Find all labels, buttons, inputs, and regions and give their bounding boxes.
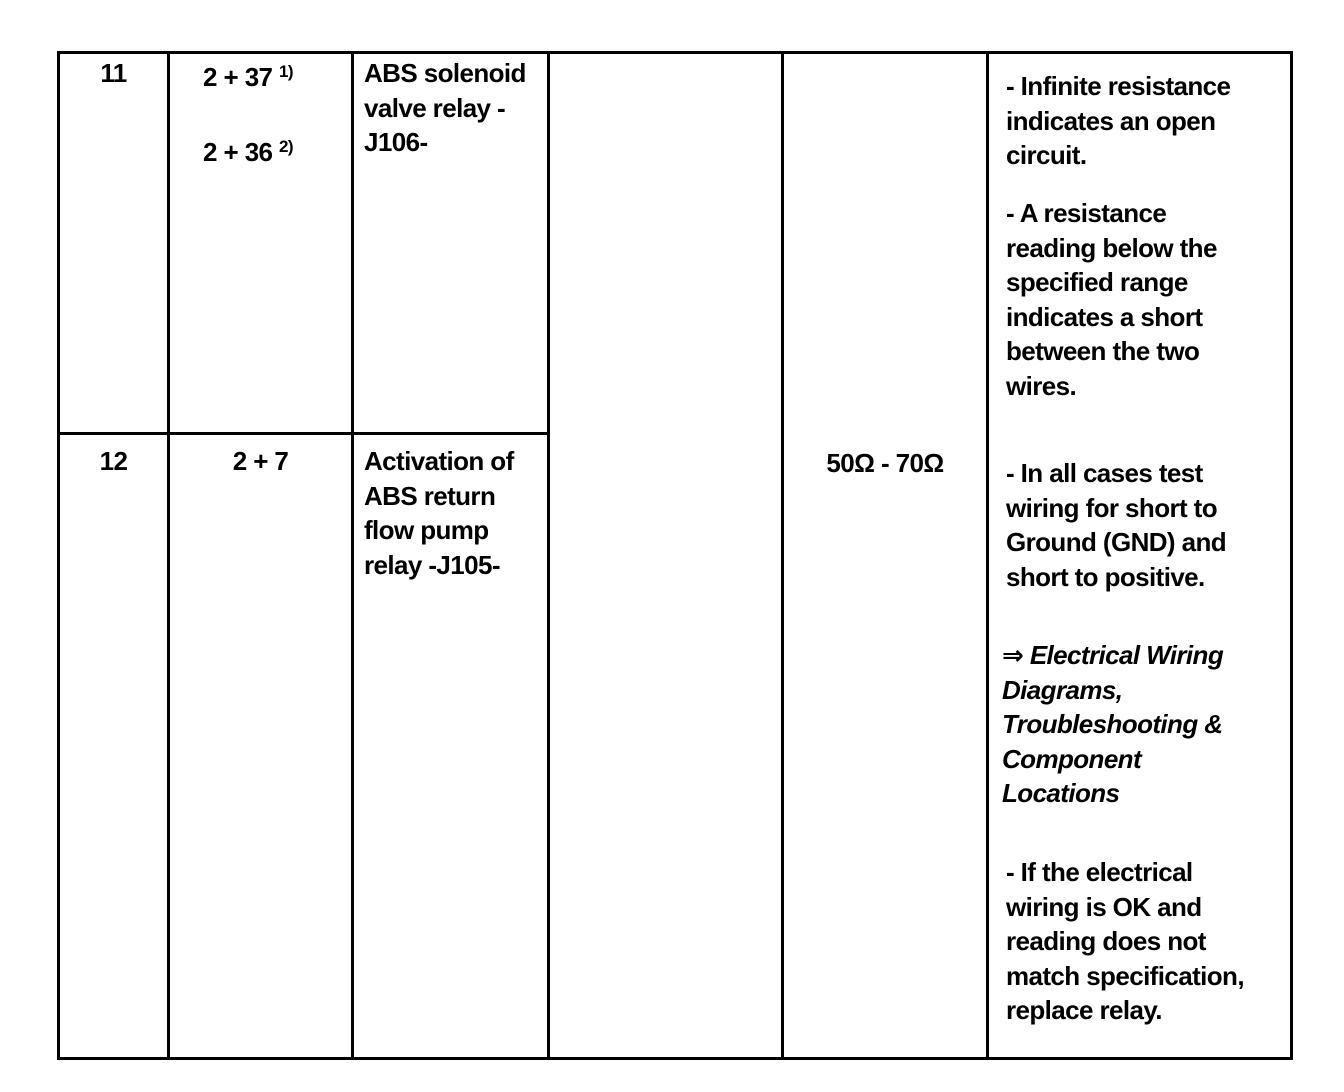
remark-line: circuit. bbox=[1006, 140, 1087, 170]
column-divider-1 bbox=[167, 51, 170, 1060]
component-line: Activation of bbox=[364, 446, 514, 476]
specified-value: 50Ω - 70Ω bbox=[826, 448, 944, 478]
row-12-component bbox=[364, 444, 514, 582]
row-12-number: 12 bbox=[99, 446, 128, 476]
row-divider bbox=[57, 432, 550, 435]
component-line: flow pump bbox=[364, 515, 489, 545]
remark-replace-relay bbox=[1006, 855, 1244, 1028]
remark-line: reading does not bbox=[1006, 926, 1206, 956]
row-11-terminal-1 bbox=[203, 60, 293, 95]
remark-line: replace relay. bbox=[1006, 995, 1162, 1025]
footnote-marker: 2) bbox=[279, 137, 293, 156]
remark-line: Ground (GND) and bbox=[1006, 527, 1227, 557]
column-divider-3 bbox=[547, 51, 550, 1060]
remark-line: between the two bbox=[1006, 336, 1200, 366]
component-line: ABS return bbox=[364, 480, 496, 511]
row-12-terminal: 2 + 7 bbox=[232, 446, 289, 476]
remark-open-circuit bbox=[1006, 69, 1230, 173]
table-right-border bbox=[1290, 51, 1293, 1060]
column-divider-5 bbox=[986, 51, 989, 1060]
terminal-value: 2 + 37 bbox=[203, 62, 273, 92]
remark-line: - Infinite resistance bbox=[1006, 71, 1231, 101]
remark-line: specified range bbox=[1006, 267, 1188, 297]
remark-line: wiring for short to bbox=[1006, 492, 1218, 523]
remark-line: Component bbox=[1002, 743, 1142, 774]
table-bottom-border bbox=[57, 1057, 1293, 1060]
component-line: ABS solenoid bbox=[364, 58, 526, 88]
remark-line: short to positive. bbox=[1006, 561, 1205, 592]
remark-line: wires. bbox=[1006, 370, 1077, 401]
column-divider-4 bbox=[781, 51, 784, 1060]
footnote-marker: 1) bbox=[279, 62, 293, 81]
remark-line: indicates a short bbox=[1006, 301, 1203, 332]
table-top-border bbox=[57, 51, 1293, 54]
row-11-component bbox=[364, 56, 526, 160]
remark-short-between-wires bbox=[1006, 196, 1217, 403]
row-11-number: 11 bbox=[100, 58, 127, 88]
remark-line: reading below the bbox=[1006, 232, 1217, 263]
wiring-diagram-reference[interactable] bbox=[1002, 638, 1223, 811]
terminal-value: 2 + 36 bbox=[203, 137, 273, 167]
remark-line: Locations bbox=[1002, 778, 1120, 808]
remark-line: Troubleshooting & bbox=[1002, 709, 1223, 739]
remark-line: - In all cases test bbox=[1006, 458, 1203, 488]
component-line: J106- bbox=[364, 127, 428, 157]
arrow-right-icon: ⇒ bbox=[1002, 640, 1024, 670]
remark-line: indicates an open bbox=[1006, 105, 1216, 136]
remark-line bbox=[1002, 638, 1223, 673]
table-left-border bbox=[57, 51, 60, 1060]
reference-text: Electrical Wiring bbox=[1029, 640, 1224, 670]
row-11-terminal-2 bbox=[203, 135, 293, 170]
remark-line: - If the electrical bbox=[1006, 857, 1193, 887]
component-line: relay -J105- bbox=[364, 549, 500, 580]
remark-line: wiring is OK and bbox=[1006, 891, 1202, 922]
remark-line: - A resistance bbox=[1006, 198, 1167, 228]
component-line: valve relay - bbox=[364, 92, 506, 123]
remark-line: match specification, bbox=[1006, 960, 1244, 991]
remark-test-wiring bbox=[1006, 456, 1226, 594]
column-divider-2 bbox=[351, 51, 354, 1060]
remark-line: Diagrams, bbox=[1002, 674, 1123, 705]
